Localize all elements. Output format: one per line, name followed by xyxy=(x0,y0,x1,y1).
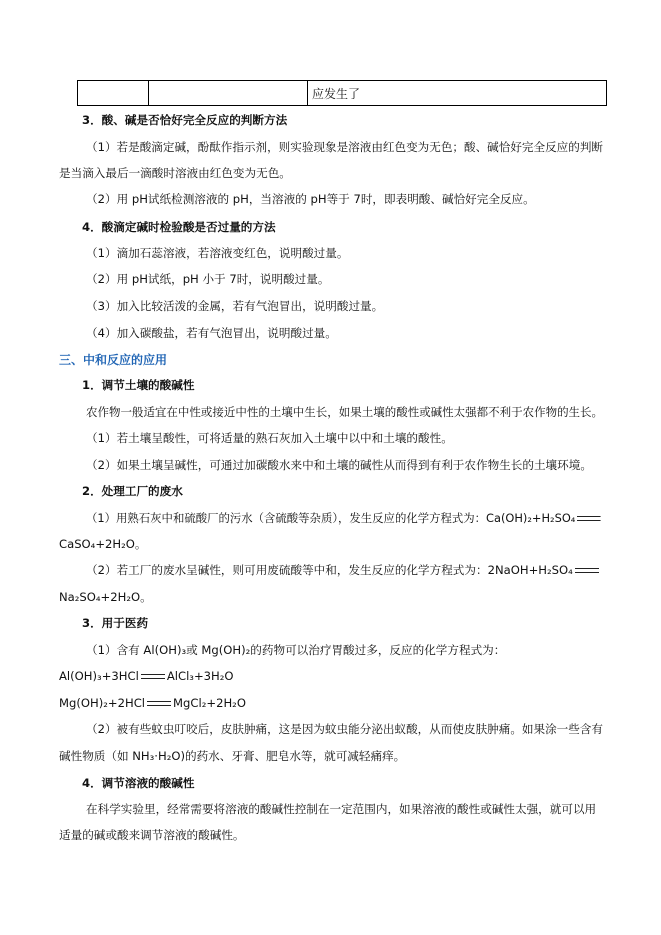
table-row xyxy=(78,81,607,106)
eq2-left: Mg(OH)₂+2HCl xyxy=(59,696,146,710)
table-cell-3: 应发生了 xyxy=(308,81,607,106)
sub3-p2-line2: 碱性物质（如 NH₃·H₂O)的药水、牙膏、肥皂水等，就可减轻痛痒。 xyxy=(59,749,406,763)
s4-item-4: （4）加入碳酸盐，若有气泡冒出，说明酸过量。 xyxy=(86,326,337,340)
section3-title: 三、中和反应的应用 xyxy=(59,353,168,367)
s3-p2: （2）用 pH试纸检测溶液的 pH，当溶液的 pH等于 7时，即表明酸、碱恰好完全反应。 xyxy=(86,192,535,206)
sub3-eq2 xyxy=(59,695,246,711)
table-cell-2 xyxy=(149,81,308,106)
sub3-eq1 xyxy=(59,668,234,684)
sub3-heading: 3．用于医药 xyxy=(82,616,149,630)
sub4-p1-line2: 适量的碱或酸来调节溶液的酸碱性。 xyxy=(59,828,245,842)
sub2-p2-line2: Na₂SO₄+2H₂O。 xyxy=(59,590,152,604)
s4-heading: 4．酸滴定碱时检验酸是否过量的方法 xyxy=(82,220,276,234)
sub1-item-2: （2）如果土壤呈碱性，可通过加碳酸水来中和土壤的碱性从而得到有利于农作物生长的土壤环境。 xyxy=(86,458,592,472)
equals-sign xyxy=(147,701,171,706)
sub2-p2-line1 xyxy=(86,562,601,578)
sub3-p1: （1）含有 Al(OH)₃或 Mg(OH)₂的药物可以治疗胃酸过多，反应的化学方程式为： xyxy=(86,643,506,657)
sub1-heading: 1．调节土壤的酸碱性 xyxy=(82,378,195,392)
table-cell-1 xyxy=(78,81,149,106)
sub1-item-1: （1）若土壤呈酸性，可将适量的熟石灰加入土壤中以中和土壤的酸性。 xyxy=(86,431,453,445)
sub1-intro: 农作物一般适宜在中性或接近中性的土壤中生长，如果土壤的酸性或碱性太强都不利于农作物的生长。 xyxy=(86,405,604,419)
s3-p1-line1: （1）若是酸滴定碱，酚酞作指示剂，则实验现象是溶液由红色变为无色；酸、碱恰好完全反应的判断 xyxy=(86,140,603,154)
table-row-fragment xyxy=(77,80,607,106)
equals-sign xyxy=(141,674,165,679)
sub4-p1-line1: 在科学实验里，经常需要将溶液的酸碱性控制在一定范围内，如果溶液的酸性或碱性太强，就可以用 xyxy=(86,802,597,816)
sub2-p1-line2: CaSO₄+2H₂O。 xyxy=(59,537,147,551)
equals-sign xyxy=(575,568,599,573)
eq2-right: MgCl₂+2H₂O xyxy=(173,696,246,710)
s4-item-1: （1）滴加石蕊溶液，若溶液变红色，说明酸过量。 xyxy=(86,246,349,260)
s4-item-3: （3）加入比较活泼的金属，若有气泡冒出，说明酸过量。 xyxy=(86,299,384,313)
sub4-heading: 4．调节溶液的酸碱性 xyxy=(82,776,195,790)
eq1-left: Al(OH)₃+3HCl xyxy=(59,669,139,683)
eq1-right: AlCl₃+3H₂O xyxy=(166,669,234,683)
sub2-heading: 2．处理工厂的废水 xyxy=(82,484,183,498)
sub2-p1-line1 xyxy=(86,510,603,526)
sub2-p1-text: （1）用熟石灰中和硫酸厂的污水（含硫酸等杂质），发生反应的化学方程式为：Ca(OH)₂+H₂SO₄ xyxy=(86,511,576,525)
s3-p1-line2: 是当滴入最后一滴酸时溶液由红色变为无色。 xyxy=(59,166,291,180)
equals-sign xyxy=(577,516,601,521)
sub3-p2-line1: （2）被有些蚊虫叮咬后，皮肤肿痛，这是因为蚊虫能分泌出蚁酸，从而使皮肤肿痛。如果涂一些含有 xyxy=(86,722,603,736)
sub2-p2-text: （2）若工厂的废水呈碱性，则可用废硫酸等中和，发生反应的化学方程式为：2NaOH+H₂SO₄ xyxy=(86,563,573,577)
s3-heading: 3．酸、碱是否恰好完全反应的判断方法 xyxy=(82,113,288,127)
s4-item-2: （2）用 pH试纸，pH 小于 7时，说明酸过量。 xyxy=(86,272,330,286)
